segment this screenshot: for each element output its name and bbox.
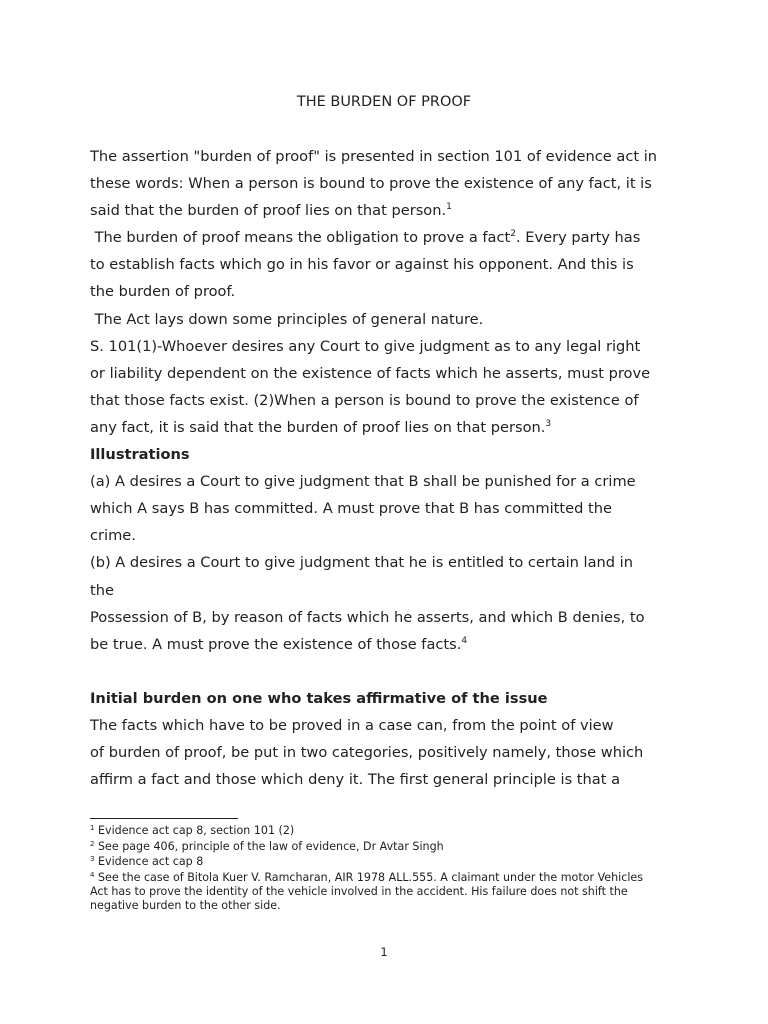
footnote-text: Evidence act cap 8, section 101 (2)	[98, 824, 295, 837]
body-line: these words: When a person is bound to prove the existence of any fact, it is	[90, 175, 652, 193]
document-body	[90, 143, 690, 793]
illustration-a	[90, 468, 690, 549]
footnote-text: Evidence act cap 8	[98, 855, 204, 868]
footnote-1	[90, 824, 690, 838]
body-line: the burden of proof.	[90, 283, 236, 301]
document-title: THE BURDEN OF PROOF	[296, 94, 472, 110]
body-line	[90, 631, 690, 658]
body-line: which A says B has committed. A must prove that B has committed the	[90, 500, 612, 518]
footnote-line: Act has to prove the identity of the vehicle involved in the accident. His failure does not shift the	[90, 884, 628, 898]
body-line: crime.	[90, 527, 136, 545]
footnote-ref-3[interactable]: 3	[545, 418, 552, 429]
body-line: S. 101(1)-Whoever desires any Court to give judgment as to any legal right	[90, 337, 641, 355]
footnote-2	[90, 840, 690, 854]
footnote-line	[90, 871, 690, 885]
body-line: The assertion "burden of proof" is presented in section 101 of evidence act in	[90, 148, 658, 165]
body-line	[90, 224, 690, 251]
body-line: (b) A desires a Court to give judgment that he is entitled to certain land in	[90, 554, 633, 572]
footnote-text: See the case of Bitola Kuer V. Ramcharan, AIR 1978 ALL.555. A claimant under the motor Vehicles	[98, 870, 644, 884]
footnote-ref-1[interactable]: 1	[446, 202, 452, 213]
footnote-4	[90, 871, 690, 913]
body-line: Possession of B, by reason of facts which he asserts, and which B denies, to	[90, 608, 645, 626]
illustration-b	[90, 549, 690, 657]
body-line: The facts which have to be proved in a case can, from the point of view	[90, 716, 614, 734]
body-line: or liability dependent on the existence of facts which he asserts, must prove	[90, 364, 651, 382]
footnote-ref-2[interactable]: 2	[510, 229, 516, 240]
body-line: to establish facts which go in his favor or against his opponent. And this is	[90, 256, 634, 274]
paragraph-two-categories	[90, 712, 690, 793]
footnote-ref-4[interactable]: 4	[461, 635, 468, 646]
footnote-number: 2	[90, 839, 95, 848]
footnote-number: 1	[90, 824, 95, 832]
body-line: of burden of proof, be put in two categories, positively namely, those which	[90, 744, 644, 762]
paragraph-burden-definition	[90, 143, 690, 224]
footnote-separator	[90, 818, 238, 819]
body-line-text: The burden of proof means the obligation to prove a fact	[90, 229, 511, 247]
body-line: The Act lays down some principles of general nature.	[90, 310, 484, 328]
body-line: (a) A desires a Court to give judgment that B shall be punished for a crime	[90, 473, 636, 491]
body-line-text: . Every party has	[515, 229, 641, 247]
footnote-3	[90, 855, 690, 869]
body-line: affirm a fact and those which deny it. The first general principle is that a	[90, 771, 621, 789]
footnotes	[90, 824, 690, 913]
paragraph-principles	[90, 306, 690, 333]
body-line: that those facts exist. (2)When a person is bound to prove the existence of	[90, 391, 639, 409]
body-line-text: any fact, it is said that the burden of proof lies on that person.	[90, 418, 546, 436]
footnote-number: 3	[90, 855, 95, 863]
footnote-number: 4	[90, 870, 95, 879]
paragraph-obligation	[90, 224, 690, 305]
body-line-text: said that the burden of proof lies on that person.	[90, 202, 447, 220]
body-line-text: be true. A must prove the existence of those facts.	[90, 635, 462, 653]
blank-line	[90, 658, 690, 685]
body-line	[90, 414, 690, 441]
body-line	[90, 197, 690, 224]
body-line: the	[90, 581, 114, 599]
paragraph-section-101	[90, 333, 690, 441]
section-heading: Initial burden on one who takes affirmative of the issue	[90, 689, 548, 707]
illustrations-heading: Illustrations	[90, 446, 190, 464]
footnote-text: See page 406, principle of the law of evidence, Dr Avtar Singh	[98, 839, 444, 853]
footnote-line: negative burden to the other side.	[90, 898, 281, 912]
page-number: 1	[380, 945, 388, 959]
